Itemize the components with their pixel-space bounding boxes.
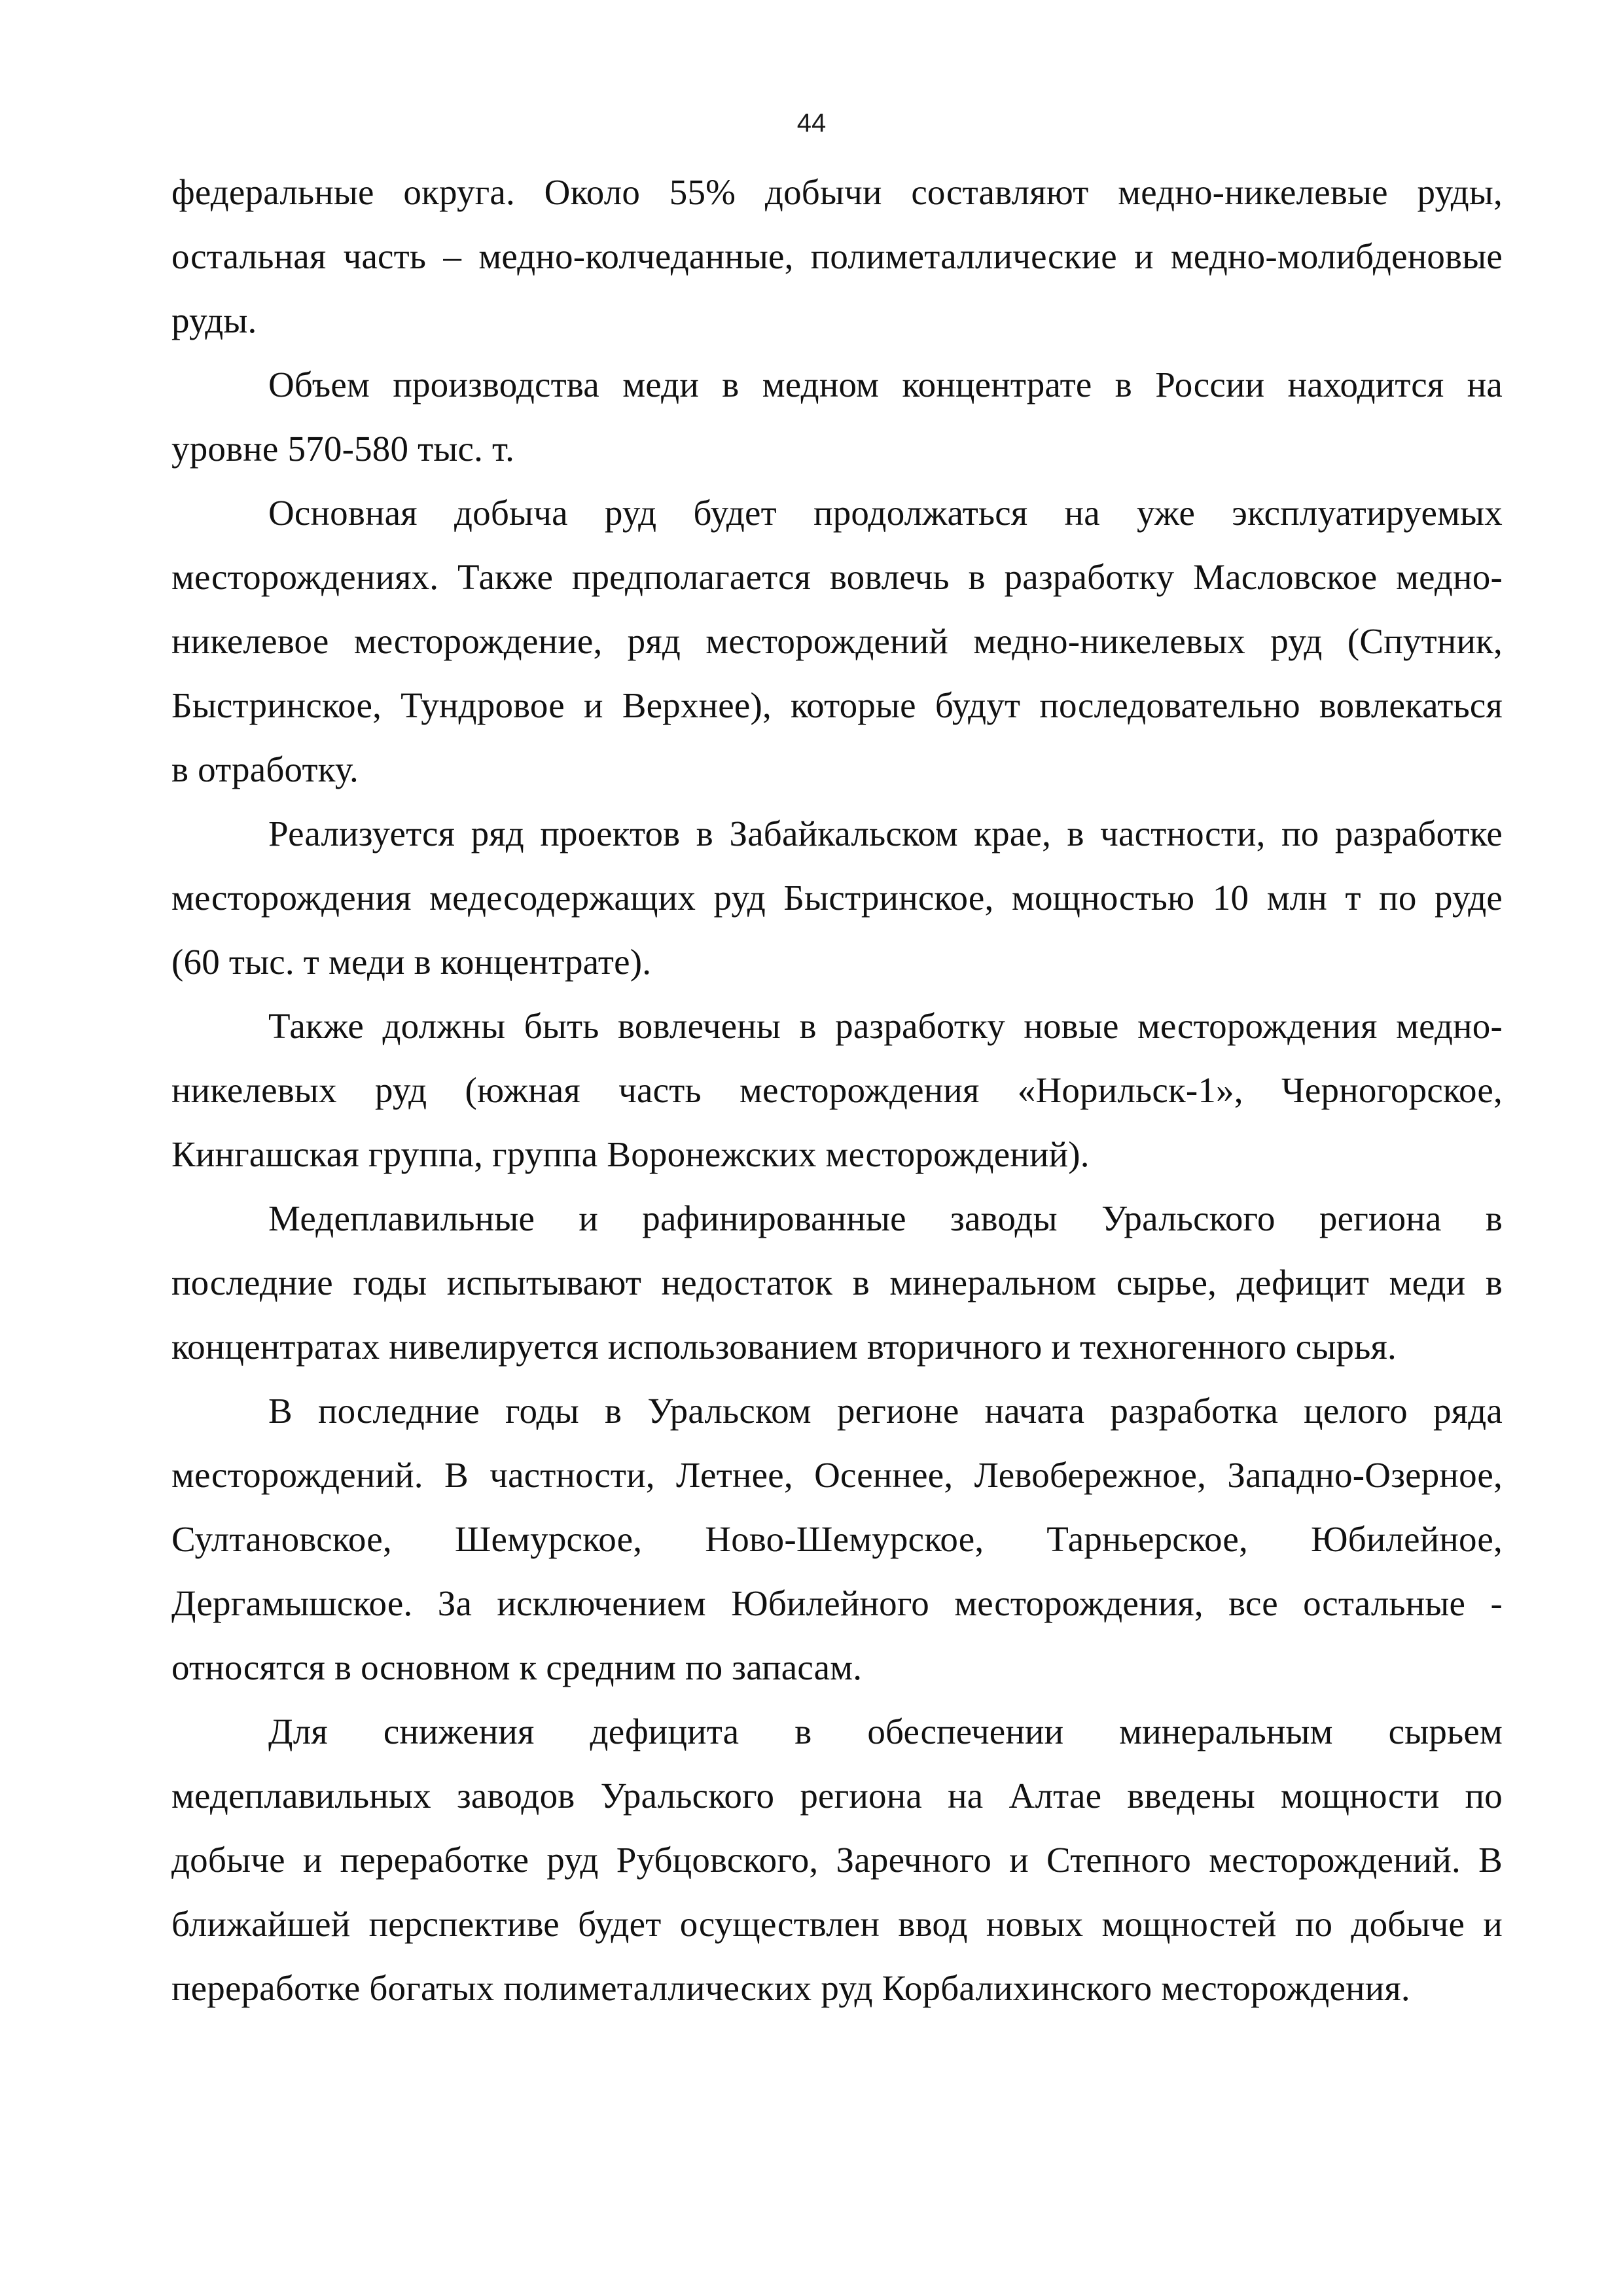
text-line: никелевых руд (южная часть месторождения «Норильск-1», Черногорское, bbox=[171, 1070, 1503, 1110]
text-line: никелевое месторождение, ряд месторождений медно-никелевых руд (Спутник, bbox=[171, 621, 1503, 661]
text-line: Кингашская группа, группа Воронежских месторождений). bbox=[171, 1134, 1090, 1174]
text-line: месторождения медесодержащих руд Быстринское, мощностью 10 млн т по руде bbox=[171, 878, 1503, 918]
body-text bbox=[171, 160, 1503, 2020]
page-number: 44 bbox=[796, 109, 827, 137]
paragraph-6 bbox=[171, 1187, 1503, 1379]
paragraph-7 bbox=[171, 1379, 1503, 1700]
text-line: Объем производства меди в медном концентрате в России находится на bbox=[268, 365, 1503, 404]
text-line: Для снижения дефицита в обеспечении минеральным сырьем bbox=[268, 1712, 1503, 1751]
text-line: федеральные округа. Около 55% добычи составляют медно-никелевые руды, bbox=[171, 172, 1503, 212]
text-line: медеплавильных заводов Уральского региона на Алтае введены мощности по bbox=[171, 1776, 1503, 1816]
text-line: Основная добыча руд будет продолжаться на уже эксплуатируемых bbox=[268, 493, 1503, 533]
text-line: В последние годы в Уральском регионе начата разработка целого ряда bbox=[268, 1391, 1503, 1431]
paragraph-8 bbox=[171, 1700, 1503, 2020]
paragraph-3 bbox=[171, 481, 1503, 802]
text-line: добыче и переработке руд Рубцовского, Заречного и Степного месторождений. В bbox=[171, 1840, 1503, 1880]
text-line: Также должны быть вовлечены в разработку новые месторождения медно- bbox=[268, 1006, 1503, 1046]
text-line: месторождений. В частности, Летнее, Осеннее, Левобережное, Западно-Озерное, bbox=[171, 1455, 1503, 1495]
paragraph-1 bbox=[171, 160, 1503, 353]
paragraph-2 bbox=[171, 353, 1503, 481]
text-line: в отработку. bbox=[171, 749, 359, 789]
text-line: месторождениях. Также предполагается вовлечь в разработку Масловское медно- bbox=[171, 557, 1503, 597]
paragraph-5 bbox=[171, 994, 1503, 1187]
text-line: ближайшей перспективе будет осуществлен ввод новых мощностей по добыче и bbox=[171, 1904, 1503, 1944]
text-line: Султановское, Шемурское, Ново-Шемурское, Тарньерское, Юбилейное, bbox=[171, 1519, 1503, 1559]
paragraph-4 bbox=[171, 802, 1503, 994]
text-line: последние годы испытывают недостаток в минеральном сырье, дефицит меди в bbox=[171, 1263, 1503, 1302]
text-line: уровне 570-580 тыс. т. bbox=[171, 429, 515, 469]
text-line: Быстринское, Тундровое и Верхнее), которые будут последовательно вовлекаться bbox=[171, 685, 1503, 725]
text-line: переработке богатых полиметаллических руд Корбалихинского месторождения. bbox=[171, 1968, 1410, 2008]
text-line: Медеплавильные и рафинированные заводы Уральского региона в bbox=[268, 1198, 1503, 1238]
text-line: концентратах нивелируется использованием вторичного и техногенного сырья. bbox=[171, 1327, 1397, 1367]
text-line: (60 тыс. т меди в концентрате). bbox=[171, 942, 652, 982]
text-line: Дергамышское. За исключением Юбилейного месторождения, все остальные - bbox=[171, 1583, 1503, 1623]
text-line: остальная часть – медно-колчеданные, полиметаллические и медно-молибденовые bbox=[171, 236, 1503, 276]
text-line: Реализуется ряд проектов в Забайкальском крае, в частности, по разработке bbox=[268, 814, 1503, 853]
text-line: руды. bbox=[171, 300, 257, 340]
text-line: относятся в основном к средним по запасам. bbox=[171, 1647, 863, 1687]
